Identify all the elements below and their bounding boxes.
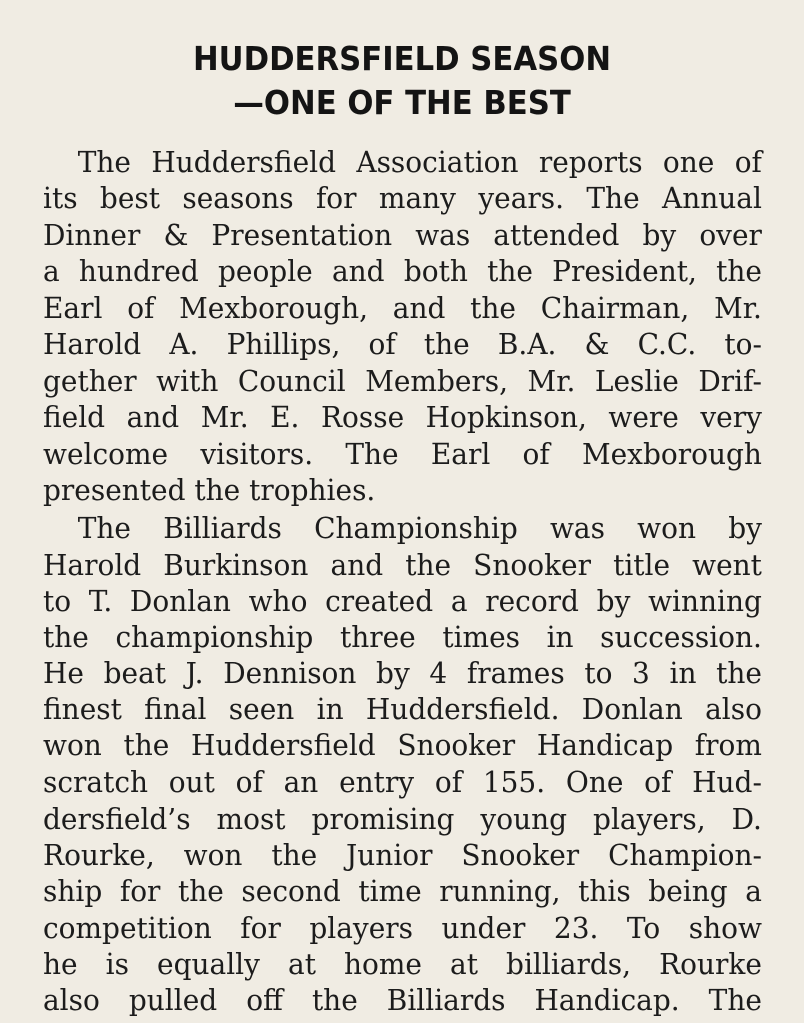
paragraph-2-line-1: The Billiards Championship was won by: [77, 511, 762, 545]
paragraph-2-line-2: Harold Burkinson and the Snooker title went: [43, 548, 762, 582]
headline-line-1: HUDDERSFIELD SEASON: [192, 39, 612, 78]
paragraph-2-line-5: He beat J. Dennison by 4 frames to 3 in the: [43, 656, 762, 690]
paragraph-1-line-6: Harold A. Phillips, of the B.A. & C.C. to-: [43, 327, 762, 361]
paragraph-2-line-3: to T. Donlan who created a record by winning: [43, 584, 762, 618]
paragraph-2-line-13: he is equally at home at billiards, Rourke: [43, 947, 762, 981]
paragraph-2-line-7: won the Huddersfield Snooker Handicap from: [43, 728, 762, 762]
paragraph-1-line-3: Dinner & Presentation was attended by over: [43, 218, 762, 252]
headline-line-2: —ONE OF THE BEST: [233, 83, 571, 122]
paragraph-2-line-6: finest final seen in Huddersfield. Donlan also: [43, 692, 762, 726]
paragraph-1-line-4: a hundred people and both the President, the: [43, 254, 762, 288]
paragraph-2-line-4: the championship three times in succession.: [43, 620, 762, 654]
paragraph-2-line-8: scratch out of an entry of 155. One of Hud-: [43, 765, 762, 799]
paragraph-1-line-9: welcome visitors. The Earl of Mexborough: [43, 437, 762, 471]
paragraph-1-line-1: The Huddersfield Association reports one of: [77, 145, 762, 179]
paragraph-2-line-11: ship for the second time running, this being a: [43, 874, 762, 908]
paragraph-2-line-14: also pulled off the Billiards Handicap. The: [43, 983, 762, 1017]
paragraph-2-line-12: competition for players under 23. To show: [43, 911, 762, 945]
paragraph-1-line-8: field and Mr. E. Rosse Hopkinson, were very: [43, 400, 762, 434]
paragraph-1-line-2: its best seasons for many years. The Annual: [43, 181, 762, 215]
paragraph-1-line-10: presented the trophies.: [43, 473, 376, 507]
paragraph-1-line-5: Earl of Mexborough, and the Chairman, Mr.: [43, 291, 762, 325]
paragraph-1-line-7: gether with Council Members, Mr. Leslie Drif-: [43, 364, 762, 398]
paragraph-2-line-9: dersfield’s most promising young players, D.: [43, 802, 762, 836]
paragraph-2-line-10: Rourke, won the Junior Snooker Champion-: [43, 838, 762, 872]
